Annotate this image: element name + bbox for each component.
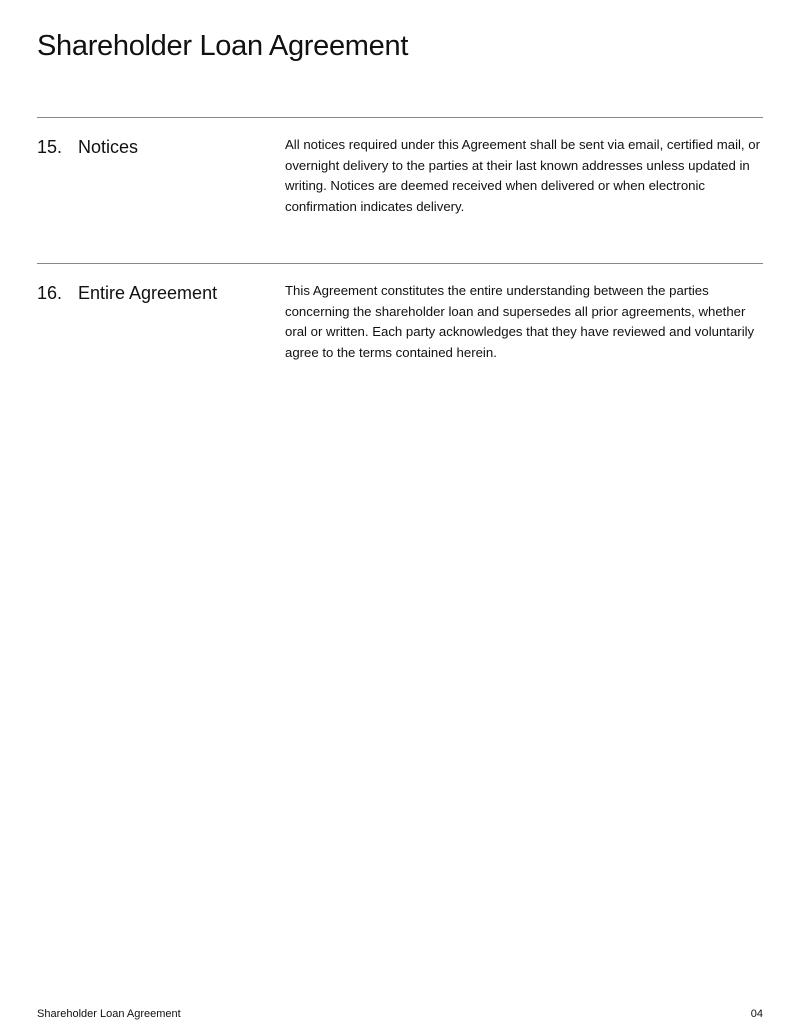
section-number: 16. bbox=[37, 283, 63, 303]
divider bbox=[37, 263, 763, 264]
section-body: This Agreement constitutes the entire understanding between the parties concerning the shareholder loan and supersedes all prior agreements, whether oral or written. Each party acknowledges that they have reviewed and voluntarily agree to the terms contained herein. bbox=[285, 283, 755, 360]
section-title: Notices bbox=[78, 137, 139, 157]
section-body: All notices required under this Agreement shall be sent via email, certified mail, or overnight delivery to the parties at their last known addresses unless updated in writing. Notices are deemed received when delivered or when electronic confirmation indicates delivery. bbox=[285, 137, 760, 214]
divider bbox=[37, 117, 763, 118]
section-number: 15. bbox=[37, 137, 63, 157]
page-title: Shareholder Loan Agreement bbox=[37, 30, 409, 62]
section-title: Entire Agreement bbox=[78, 283, 218, 303]
footer-title: Shareholder Loan Agreement bbox=[37, 1008, 181, 1020]
page-number: 04 bbox=[750, 1008, 763, 1020]
